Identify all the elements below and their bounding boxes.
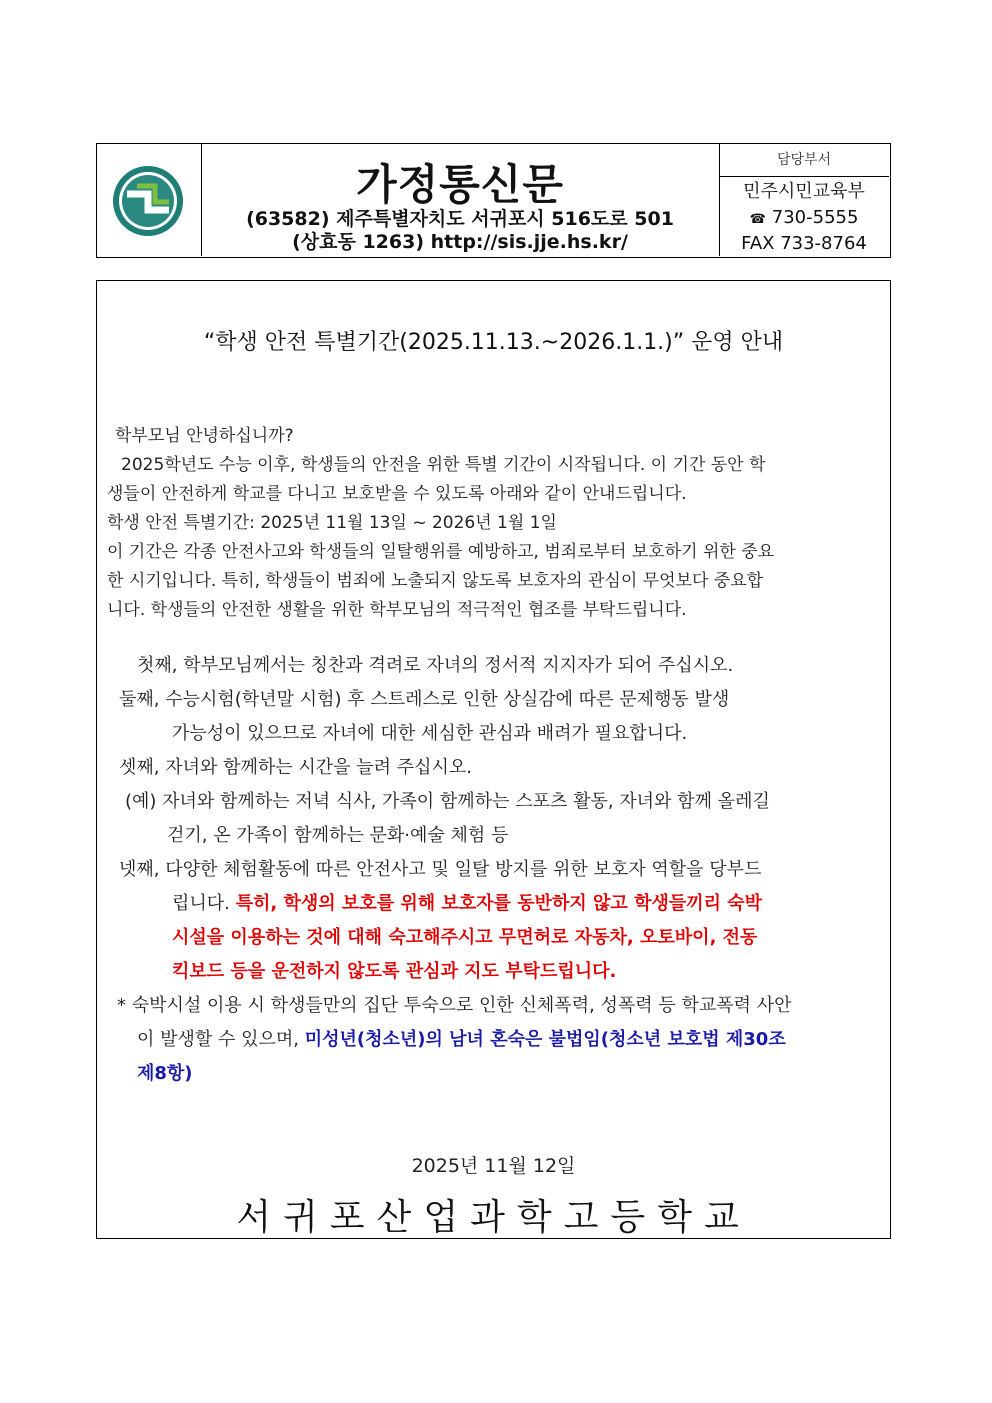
item-fourth-line-2 bbox=[172, 889, 762, 915]
page-title: 가정통신문 bbox=[356, 160, 564, 209]
fax-number: FAX 733-8764 bbox=[741, 233, 867, 254]
department-cell bbox=[719, 144, 889, 256]
school-name: 서귀포산업과학고등학교 bbox=[236, 1197, 751, 1238]
address-line-2: (상효동 1263) http://sis.jje.hs.kr/ bbox=[292, 231, 628, 253]
intro-line-2: 생들이 안전하게 학교를 다니고 보호받을 수 있도록 아래와 같이 안내드립니다. bbox=[107, 484, 687, 504]
notice-body bbox=[96, 280, 891, 1239]
item-second-line-2: 가능성이 있으므로 자녀에 대한 세심한 관심과 배려가 필요합니다. bbox=[172, 723, 688, 744]
item-fourth-emphasis-2: 시설을 이용하는 것에 대해 숙고해주시고 무면허로 자동차, 오토바이, 전동 bbox=[172, 927, 758, 948]
phone-icon: ☎ bbox=[749, 212, 766, 227]
item-fourth-line-2-plain: 립니다. bbox=[172, 893, 236, 914]
department-name: 민주시민교육부 bbox=[743, 181, 865, 202]
desc-line-2: 한 시기입니다. 특히, 학생들이 범죄에 노출되지 않도록 보호자의 관심이 무엇보다 중요합 bbox=[107, 571, 764, 591]
title-cell bbox=[201, 144, 720, 256]
example-line-2: 걷기, 온 가족이 함께하는 문화·예술 체험 등 bbox=[167, 825, 509, 846]
note-line-2-plain: 이 발생할 수 있으며, bbox=[137, 1029, 305, 1050]
logo-cell bbox=[97, 144, 202, 256]
item-fourth-emphasis-1: 특히, 학생의 보호를 위해 보호자를 동반하지 않고 학생들끼리 숙박 bbox=[235, 893, 763, 914]
item-fourth-line-1: 넷째, 다양한 체험활동에 따른 안전사고 및 일탈 방지를 위한 보호자 역할을 당부드 bbox=[119, 859, 762, 880]
issue-date: 2025년 11월 12일 bbox=[411, 1155, 576, 1177]
item-third: 셋째, 자녀와 함께하는 시간을 늘려 주십시오. bbox=[119, 757, 473, 778]
note-emphasis-1: 미성년(청소년)의 남녀 혼숙은 불법임(청소년 보호법 제30조 bbox=[304, 1029, 786, 1050]
item-first: 첫째, 학부모님께서는 칭찬과 격려로 자녀의 정서적 지지자가 되어 주십시오. bbox=[137, 655, 734, 676]
desc-line-3: 니다. 학생들의 안전한 생활을 위한 학부모님의 적극적인 협조를 부탁드립니다. bbox=[107, 600, 687, 620]
desc-line-1: 이 기간은 각종 안전사고와 학생들의 일탈행위를 예방하고, 범죄로부터 보호하기 위한 중요 bbox=[107, 542, 775, 562]
period-line: 학생 안전 특별기간: 2025년 11월 13일 ~ 2026년 1월 1일 bbox=[107, 513, 557, 533]
example-line-1: (예) 자녀와 함께하는 저녁 식사, 가족이 함께하는 스포츠 활동, 자녀와 함께 올레길 bbox=[125, 791, 770, 812]
item-second-line-1: 둘째, 수능시험(학년말 시험) 후 스트레스로 인한 상실감에 따른 문제행동 발생 bbox=[119, 689, 730, 710]
greeting: 학부모님 안녕하십니까? bbox=[115, 426, 294, 446]
address-line-1: (63582) 제주특별자치도 서귀포시 516도로 501 bbox=[246, 208, 674, 230]
note-line-1: * 숙박시설 이용 시 학생들만의 집단 투숙으로 인한 신체폭력, 성폭력 등 학교폭력 사안 bbox=[117, 995, 792, 1016]
note-line-2 bbox=[137, 1025, 786, 1051]
phone-number: 730-5555 bbox=[771, 207, 859, 228]
header-table bbox=[96, 143, 891, 258]
item-fourth-emphasis-3: 킥보드 등을 운전하지 않도록 관심과 지도 부탁드립니다. bbox=[172, 961, 617, 982]
notice-title: “학생 안전 특별기간(2025.11.13.~2026.1.1.)” 운영 안내 bbox=[203, 330, 784, 355]
school-emblem-icon bbox=[111, 164, 185, 238]
phone-line bbox=[719, 205, 889, 231]
department-label: 담당부서 bbox=[719, 144, 889, 177]
note-emphasis-2: 제8항) bbox=[137, 1063, 193, 1084]
intro-line-1: 2025학년도 수능 이후, 학생들의 안전을 위한 특별 기간이 시작됩니다. 이 기간 동안 학 bbox=[121, 455, 766, 475]
